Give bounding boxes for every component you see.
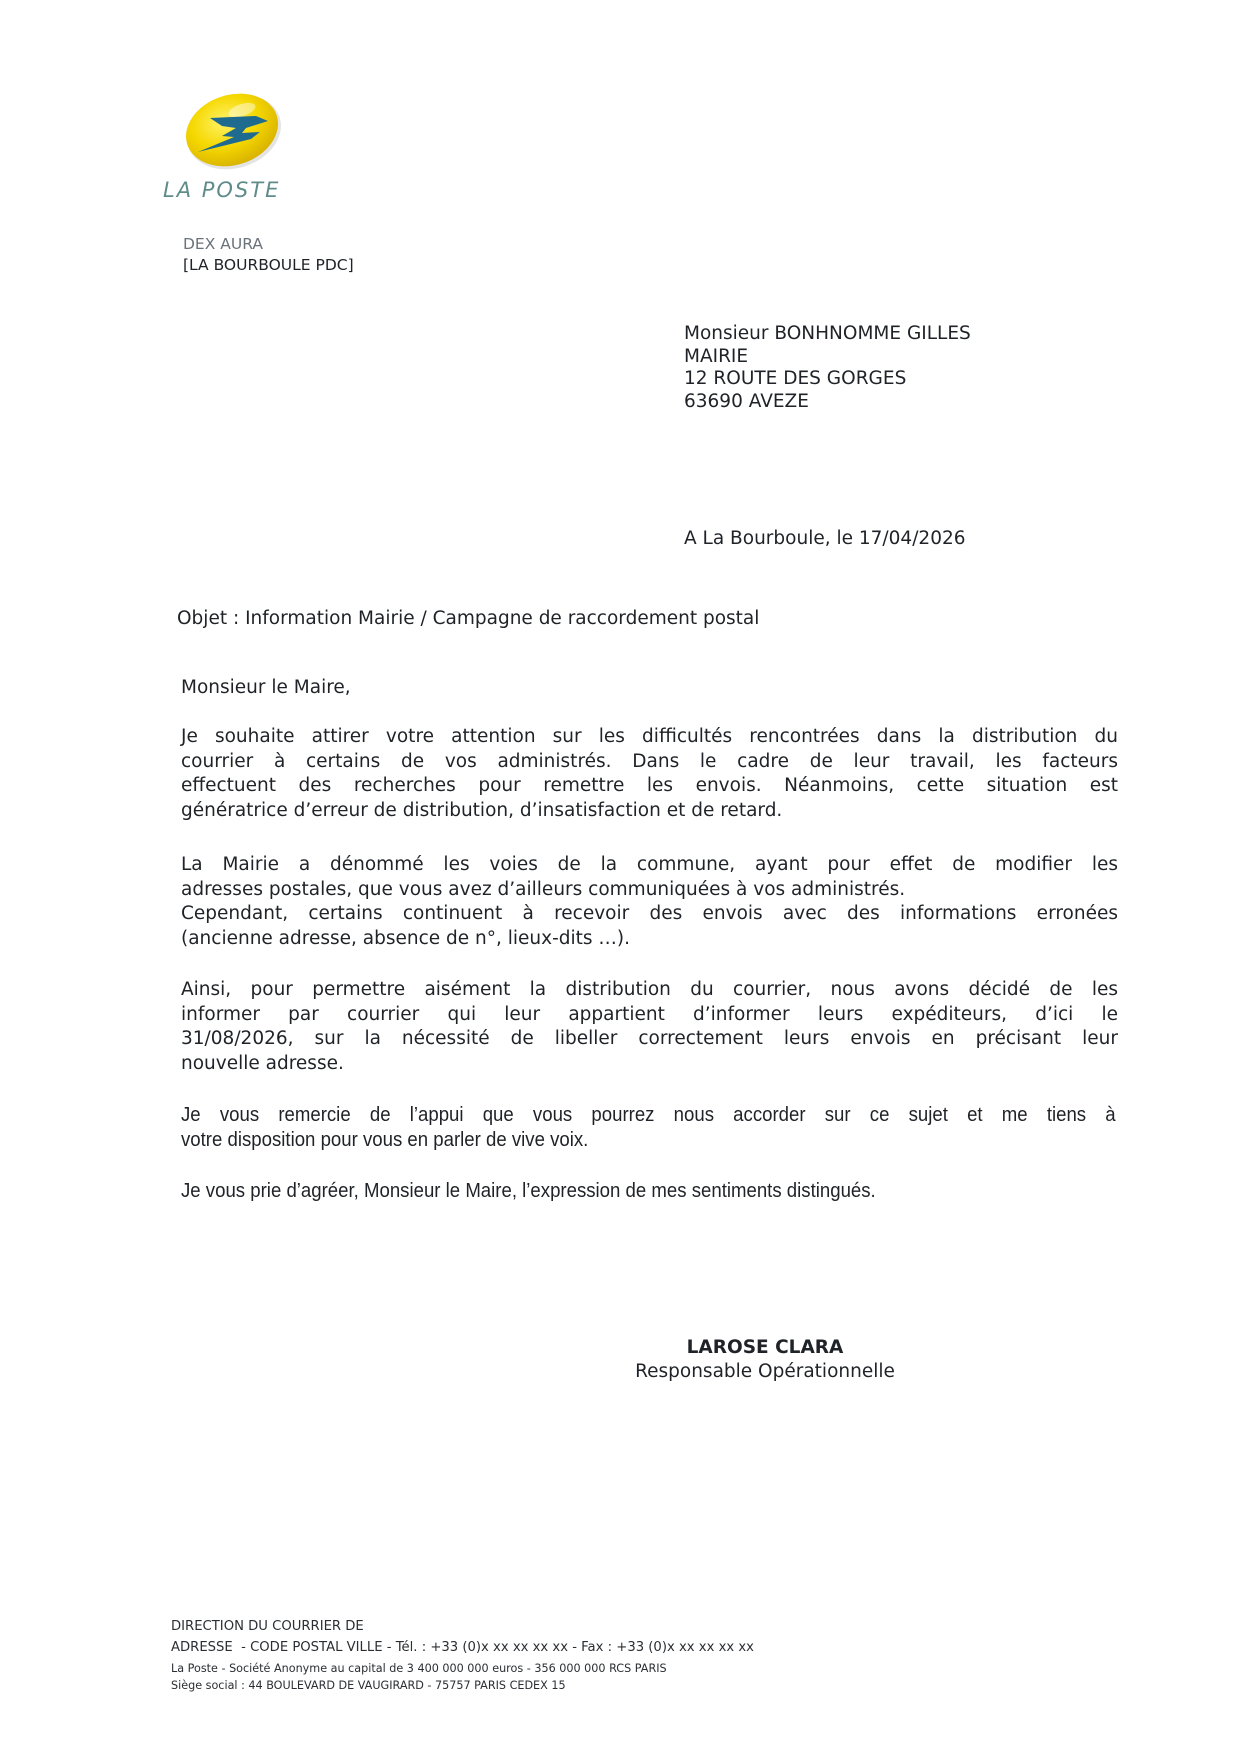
signatory-name: LAROSE CLARA xyxy=(686,1337,844,1358)
recipient-name: Monsieur BONHNOMME GILLES xyxy=(684,323,971,344)
date-line: A La Bourboule, le 17/04/2026 xyxy=(684,528,966,549)
paragraph-line: Ainsi, pour permettre aisément la distribution du courrier, nous avons décidé de les xyxy=(181,979,1118,1000)
paragraph-3 xyxy=(181,978,1118,1076)
paragraph-2 xyxy=(181,853,1118,951)
paragraph-line: Cependant, certains continuent à recevoir des envois avec des informations erronées xyxy=(181,903,1118,924)
sender-block xyxy=(183,234,354,276)
recipient-city: 63690 AVEZE xyxy=(684,390,809,412)
paragraph-line: Je vous remercie de l’appui que vous pourrez nous accorder sur ce sujet et me tiens à xyxy=(181,1104,1116,1126)
sender-site: [LA BOURBOULE PDC] xyxy=(183,256,354,274)
paragraph-line: nouvelle adresse. xyxy=(181,1052,344,1074)
la-poste-bird-logo-icon xyxy=(176,88,286,174)
recipient-organization: MAIRIE xyxy=(684,345,749,367)
recipient-address xyxy=(684,323,971,413)
paragraph-line: La Mairie a dénommé les voies de la commune, ayant pour effet de modifier les xyxy=(181,854,1118,875)
paragraph-line: (ancienne adresse, absence de n°, lieux-dits …). xyxy=(181,927,631,949)
subject-line: Objet : Information Mairie / Campagne de raccordement postal xyxy=(177,608,760,629)
sender-department: DEX AURA xyxy=(183,235,263,253)
footer-line-1: DIRECTION DU COURRIER DE xyxy=(171,1619,364,1634)
paragraph-line: 31/08/2026, sur la nécessité de libeller correctement leurs envois en précisant leur xyxy=(181,1028,1118,1049)
recipient-street: 12 ROUTE DES GORGES xyxy=(684,368,907,389)
paragraph-line: effectuent des recherches pour remettre les envois. Néanmoins, cette situation est xyxy=(181,775,1118,796)
footer-legal-line: La Poste - Société Anonyme au capital de 3 400 000 000 euros - 356 000 000 RCS PARIS xyxy=(171,1662,667,1675)
closing-formula: Je vous prie d’agréer, Monsieur le Maire, l’expression de mes sentiments distingués. xyxy=(181,1180,876,1202)
paragraph-line: génératrice d’erreur de distribution, d’insatisfaction et de retard. xyxy=(181,799,783,821)
paragraph-line: informer par courrier qui leur appartient d’informer leurs expéditeurs, d’ici le xyxy=(181,1003,1118,1025)
signatory-title: Responsable Opérationnelle xyxy=(635,1361,895,1382)
paragraph-line: courrier à certains de vos administrés. Dans le cadre de leur travail, les facteurs xyxy=(181,750,1118,772)
paragraph-line: Je souhaite attirer votre attention sur les difficultés rencontrées dans la distribution du xyxy=(181,726,1118,747)
la-poste-logo xyxy=(176,88,286,174)
paragraph-line: adresses postales, que vous avez d’ailleurs communiquées à vos administrés. xyxy=(181,878,906,900)
footer-headquarters-line: Siège social : 44 BOULEVARD DE VAUGIRARD - 75757 PARIS CEDEX 15 xyxy=(171,1679,566,1692)
brand-name: LA POSTE xyxy=(163,178,281,202)
footer-line-2: ADRESSE - CODE POSTAL VILLE - Tél. : +33 (0)x xx xx xx xx - Fax : +33 (0)x xx xx xx xx xyxy=(171,1640,754,1655)
paragraph-4 xyxy=(181,1103,1116,1152)
salutation: Monsieur le Maire, xyxy=(181,677,351,698)
paragraph-1 xyxy=(181,725,1118,823)
paragraph-line: votre disposition pour vous en parler de vive voix. xyxy=(181,1128,589,1151)
